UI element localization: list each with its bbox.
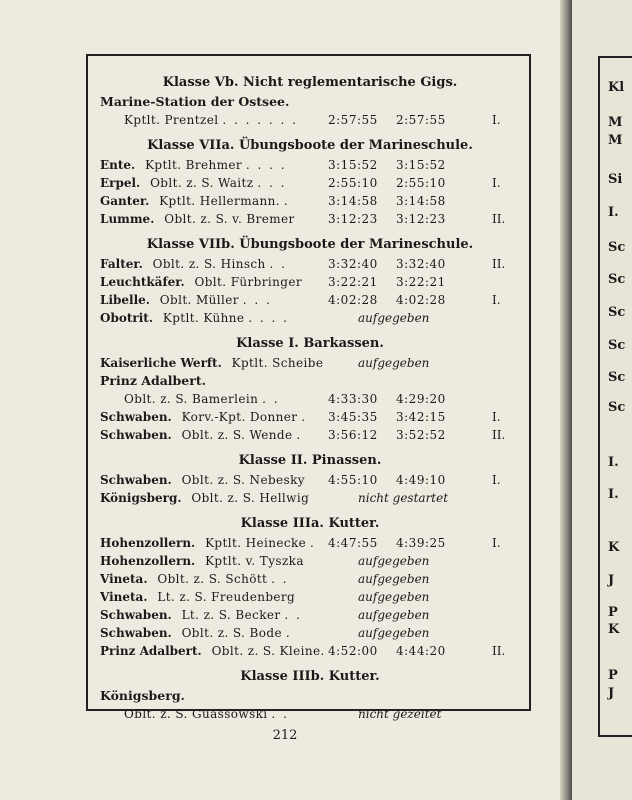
race-status: aufgegeben	[358, 311, 430, 325]
helmsman: Oblt. z. S. Bode	[181, 626, 282, 640]
elapsed-time: 3:56:12	[328, 428, 378, 442]
result-row	[100, 255, 520, 273]
boat-name: Schwaben.	[100, 428, 172, 442]
right-page-fragment: M	[608, 115, 623, 130]
right-page-fragment: Sc	[608, 370, 626, 385]
helmsman: Lt. z. S. Becker	[181, 608, 281, 622]
result-row	[100, 390, 520, 408]
result-row	[100, 291, 520, 309]
corrected-time: 3:14:58	[396, 194, 446, 208]
helmsman: Kptlt. Prentzel	[124, 113, 219, 127]
placing: I.	[492, 536, 501, 550]
race-status: nicht gezeitet	[358, 707, 442, 721]
race-status: aufgegeben	[358, 590, 430, 604]
helmsman: Kptlt. Heinecke	[205, 536, 307, 550]
result-row	[100, 111, 520, 129]
corrected-time: 3:42:15	[396, 410, 446, 424]
elapsed-time: 2:57:55	[328, 113, 378, 127]
leader-dots: . .	[284, 608, 302, 622]
helmsman: Oblt. z. S. Hellwig	[191, 491, 310, 505]
race-status: nicht gestartet	[358, 491, 449, 505]
placing: I.	[492, 410, 501, 424]
class-heading: Klasse IIIa. Kutter.	[240, 516, 380, 531]
result-row	[100, 570, 520, 588]
class-heading: Klasse II. Pinassen.	[238, 453, 382, 468]
helmsman: Oblt. Müller	[159, 293, 239, 307]
elapsed-time: 4:02:28	[328, 293, 378, 307]
helmsman: Oblt. z. S. v. Bremer	[164, 212, 295, 226]
leader-dots: .	[285, 626, 292, 640]
boat-name: Leuchtkäfer.	[100, 275, 185, 289]
helmsman: Oblt. z. S. Bamerlein	[124, 392, 259, 406]
leader-dots: .	[309, 536, 316, 550]
corrected-time: 4:39:25	[396, 536, 446, 550]
leader-dots: . .	[271, 707, 289, 721]
page-number: 212	[272, 728, 298, 743]
boat-name: Hohenzollern.	[100, 536, 196, 550]
helmsman: Oblt. z. S. Kleine.	[211, 644, 325, 658]
result-row	[100, 624, 520, 642]
leader-dots: . . . .	[248, 311, 289, 325]
result-row	[100, 174, 520, 192]
result-row	[100, 408, 520, 426]
boat-name: Vineta.	[100, 572, 148, 586]
placing: I.	[492, 293, 501, 307]
boat-name: Kaiserliche Werft.	[100, 356, 222, 370]
right-page-fragment: J	[608, 573, 615, 588]
helmsman: Oblt. z. S. Wende	[181, 428, 293, 442]
corrected-time: 4:02:28	[396, 293, 446, 307]
right-page-fragment: Sc	[608, 272, 626, 287]
right-page-fragment: P	[608, 668, 618, 683]
placing: II.	[492, 428, 506, 442]
right-page-fragment: M	[608, 133, 623, 148]
corrected-time: 4:29:20	[396, 392, 446, 406]
helmsman: Oblt. z. S. Waitz	[150, 176, 254, 190]
race-status: aufgegeben	[358, 608, 430, 622]
boat-name: Hohenzollern.	[100, 554, 196, 568]
boat-name: Schwaben.	[100, 608, 172, 622]
leader-dots: . . .	[257, 176, 287, 190]
elapsed-time: 3:12:23	[328, 212, 378, 226]
helmsman: Kptlt. Kühne	[162, 311, 245, 325]
result-row	[100, 192, 520, 210]
helmsman: Kptlt. v. Tyszka	[205, 554, 304, 568]
helmsman: Kptlt. Scheibe	[231, 356, 324, 370]
elapsed-time: 4:33:30	[328, 392, 378, 406]
boat-name: Libelle.	[100, 293, 150, 307]
placing: I.	[492, 473, 501, 487]
boat-name: Schwaben.	[100, 473, 172, 487]
class-heading: Klasse IIIb. Kutter.	[240, 669, 380, 684]
class-heading: Klasse VIIb. Übungsboote der Marineschule.	[146, 237, 474, 252]
helmsman: Oblt. Fürbringer	[194, 275, 302, 289]
boat-group-title: Prinz Adalbert.	[100, 373, 206, 388]
boat-name: Obotrit.	[100, 311, 153, 325]
leader-dots: .	[296, 428, 303, 442]
leader-dots: . .	[271, 572, 289, 586]
results-table	[100, 68, 520, 723]
right-page-fragment: Sc	[608, 400, 626, 415]
boat-name: Königsberg.	[100, 491, 182, 505]
elapsed-time: 3:22:21	[328, 275, 378, 289]
result-row	[100, 588, 520, 606]
boat-group-title: Marine-Station der Ostsee.	[100, 94, 290, 109]
boat-group-title: Königsberg.	[100, 688, 185, 703]
boat-name: Falter.	[100, 257, 143, 271]
boat-name: Erpel.	[100, 176, 141, 190]
helmsman: Oblt. z. S. Nebesky	[181, 473, 305, 487]
placing: II.	[492, 212, 506, 226]
boat-name: Prinz Adalbert.	[100, 644, 202, 658]
result-row	[100, 309, 520, 327]
placing: II.	[492, 257, 506, 271]
right-page-fragment: Si	[608, 172, 623, 187]
class-heading: Klasse Vb. Nicht reglementarische Gigs.	[162, 75, 458, 90]
corrected-time: 4:44:20	[396, 644, 446, 658]
result-row	[100, 606, 520, 624]
boat-name: Ganter.	[100, 194, 150, 208]
boat-name: Vineta.	[100, 590, 148, 604]
result-row	[100, 156, 520, 174]
right-page-fragment: I.	[608, 205, 619, 220]
helmsman: Oblt. z. S. Hinsch	[152, 257, 266, 271]
corrected-time: 3:15:52	[396, 158, 446, 172]
leader-dots: . . . . . . .	[222, 113, 298, 127]
class-heading: Klasse VIIa. Übungsboote der Marineschule.	[147, 138, 473, 153]
race-status: aufgegeben	[358, 626, 430, 640]
corrected-time: 2:55:10	[396, 176, 446, 190]
result-row	[100, 534, 520, 552]
leader-dots: .	[283, 194, 290, 208]
result-row	[100, 354, 520, 372]
helmsman: Lt. z. S. Freudenberg	[157, 590, 296, 604]
leader-dots: .	[301, 410, 308, 424]
leader-dots: . . .	[242, 293, 272, 307]
elapsed-time: 4:55:10	[328, 473, 378, 487]
right-page-fragment: I.	[608, 487, 619, 502]
elapsed-time: 3:14:58	[328, 194, 378, 208]
elapsed-time: 3:15:52	[328, 158, 378, 172]
corrected-time: 3:52:52	[396, 428, 446, 442]
race-status: aufgegeben	[358, 554, 430, 568]
result-row	[100, 489, 520, 507]
right-page-fragment: J	[608, 686, 615, 701]
result-row	[100, 210, 520, 228]
placing: I.	[492, 113, 501, 127]
result-row	[100, 426, 520, 444]
right-page-fragment: Sc	[608, 240, 626, 255]
result-row	[100, 552, 520, 570]
boat-name: Schwaben.	[100, 626, 172, 640]
corrected-time: 3:22:21	[396, 275, 446, 289]
placing: II.	[492, 644, 506, 658]
helmsman: Korv.-Kpt. Donner	[181, 410, 298, 424]
corrected-time: 4:49:10	[396, 473, 446, 487]
boat-name: Schwaben.	[100, 410, 172, 424]
leader-dots: . .	[269, 257, 287, 271]
result-row	[100, 471, 520, 489]
elapsed-time: 4:52:00	[328, 644, 378, 658]
right-page-fragment: Sc	[608, 305, 626, 320]
elapsed-time: 4:47:55	[328, 536, 378, 550]
race-status: aufgegeben	[358, 572, 430, 586]
leader-dots: . .	[262, 392, 280, 406]
helmsman: Kptlt. Brehmer	[145, 158, 243, 172]
result-row	[100, 642, 520, 660]
page-gutter	[560, 0, 572, 800]
boat-name: Lumme.	[100, 212, 155, 226]
corrected-time: 2:57:55	[396, 113, 446, 127]
helmsman: Oblt. z. S. Schött	[157, 572, 268, 586]
right-page-fragment: K	[608, 540, 620, 555]
result-row	[100, 273, 520, 291]
helmsman: Oblt. z. S. Guassowski	[124, 707, 268, 721]
race-status: aufgegeben	[358, 356, 430, 370]
corrected-time: 3:12:23	[396, 212, 446, 226]
right-page-fragment: Sc	[608, 338, 626, 353]
boat-name: Ente.	[100, 158, 136, 172]
elapsed-time: 3:32:40	[328, 257, 378, 271]
result-row	[100, 705, 520, 723]
class-heading: Klasse I. Barkassen.	[236, 336, 384, 351]
elapsed-time: 3:45:35	[328, 410, 378, 424]
right-page-fragment: K	[608, 622, 620, 637]
elapsed-time: 2:55:10	[328, 176, 378, 190]
right-page-fragment: I.	[608, 455, 619, 470]
right-page-fragment: P	[608, 605, 618, 620]
leader-dots: . . . .	[245, 158, 287, 172]
placing: I.	[492, 176, 501, 190]
corrected-time: 3:32:40	[396, 257, 446, 271]
right-page-fragment: Kl	[608, 80, 625, 95]
helmsman: Kptlt. Hellermann.	[159, 194, 280, 208]
